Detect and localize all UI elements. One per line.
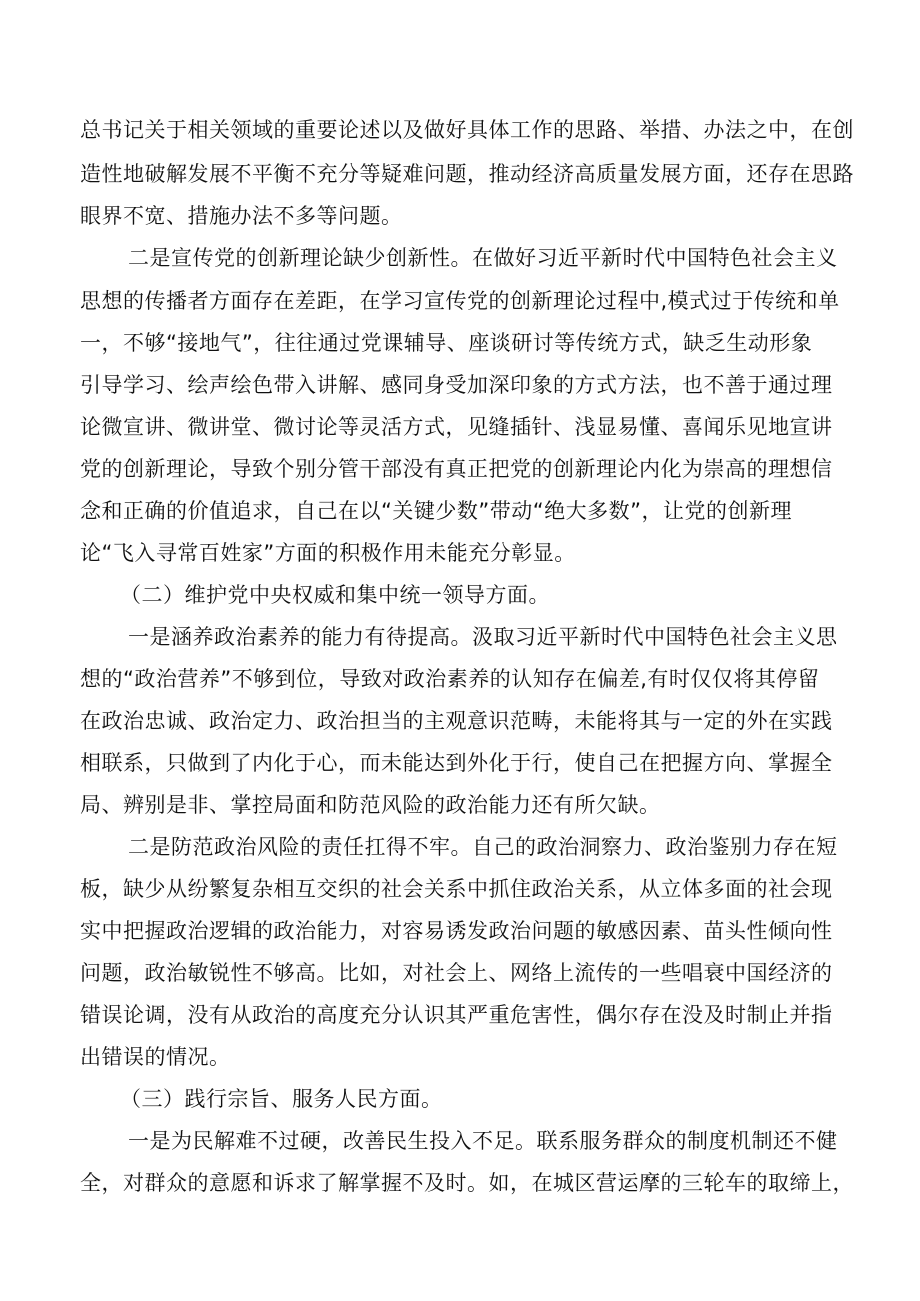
text-line: 相联系，只做到了内化于心，而未能达到外化于行，使自己在把握方向、掌握全 xyxy=(80,751,833,775)
text-line: 眼界不宽、措施办法不多等问题。 xyxy=(80,204,403,228)
paragraph-first-line: 二是防范政治风险的责任扛得不牢。自己的政治洞察力、政治鉴别力存在短 xyxy=(128,835,838,859)
paragraph-first-line: 二是宣传党的创新理论缺少创新性。在做好习近平新时代中国特色社会主义 xyxy=(128,246,838,270)
text-line: 念和正确的价值追求，自己在以“关键少数”带动“绝大多数”，让党的创新理 xyxy=(80,499,793,523)
text-line: 实中把握政治逻辑的政治能力，对容易诱发政治问题的敏感因素、苗头性倾向性 xyxy=(80,919,833,943)
text-line: 一，不够“接地气”，往往通过党课辅导、座谈研讨等传统方式，缺乏生动形象 xyxy=(80,331,813,355)
text-line: 局、辨别是非、掌控局面和防范风险的政治能力还有所欠缺。 xyxy=(80,793,661,817)
text-line: 造性地破解发展不平衡不充分等疑难问题，推动经济高质量发展方面，还存在思路 xyxy=(80,162,854,186)
text-line: 板，缺少从纷繁复杂相互交织的社会关系中抓住政治关系，从立体多面的社会现 xyxy=(80,877,833,901)
text-line: 党的创新理论，导致个别分管干部没有真正把党的创新理论内化为崇高的理想信 xyxy=(80,457,833,481)
paragraph-first-line: 一是为民解难不过硬，改善民生投入不足。联系服务群众的制度机制还不健 xyxy=(128,1129,838,1153)
text-line: 引导学习、绘声绘色带入讲解、感同身受加深印象的方式方法，也不善于通过理 xyxy=(80,373,833,397)
text-line: 在政治忠诚、政治定力、政治担当的主观意识范畴，未能将其与一定的外在实践 xyxy=(80,709,833,733)
text-line: 全，对群众的意愿和诉求了解掌握不及时。如，在城区营运摩的三轮车的取缔上， xyxy=(80,1171,854,1195)
section-heading: （二）维护党中央权威和集中统一领导方面。 xyxy=(120,583,550,607)
text-line: 总书记关于相关领域的重要论述以及做好具体工作的思路、举措、办法之中，在创 xyxy=(80,118,854,142)
text-line: 论微宣讲、微讲堂、微讨论等灵活方式，见缝插针、浅显易懂、喜闻乐见地宣讲 xyxy=(80,415,833,439)
text-line: 论“飞入寻常百姓家”方面的积极作用未能充分彰显。 xyxy=(80,541,576,565)
text-line: 错误论调，没有从政治的高度充分认识其严重危害性，偶尔存在没及时制止并指 xyxy=(80,1003,833,1027)
text-line: 出错误的情况。 xyxy=(80,1045,231,1069)
text-line: 问题，政治敏锐性不够高。比如，对社会上、网络上流传的一些唱衰中国经济的 xyxy=(80,961,833,985)
paragraph-first-line: 一是涵养政治素养的能力有待提高。汲取习近平新时代中国特色社会主义思 xyxy=(128,625,838,649)
text-line: 思想的传播者方面存在差距，在学习宣传党的创新理论过程中,模式过于传统和单 xyxy=(80,289,840,313)
text-line: 想的“政治营养”不够到位，导致对政治素养的认知存在偏差,有时仅仅将其停留 xyxy=(80,667,820,691)
section-heading: （三）践行宗旨、服务人民方面。 xyxy=(120,1087,443,1111)
